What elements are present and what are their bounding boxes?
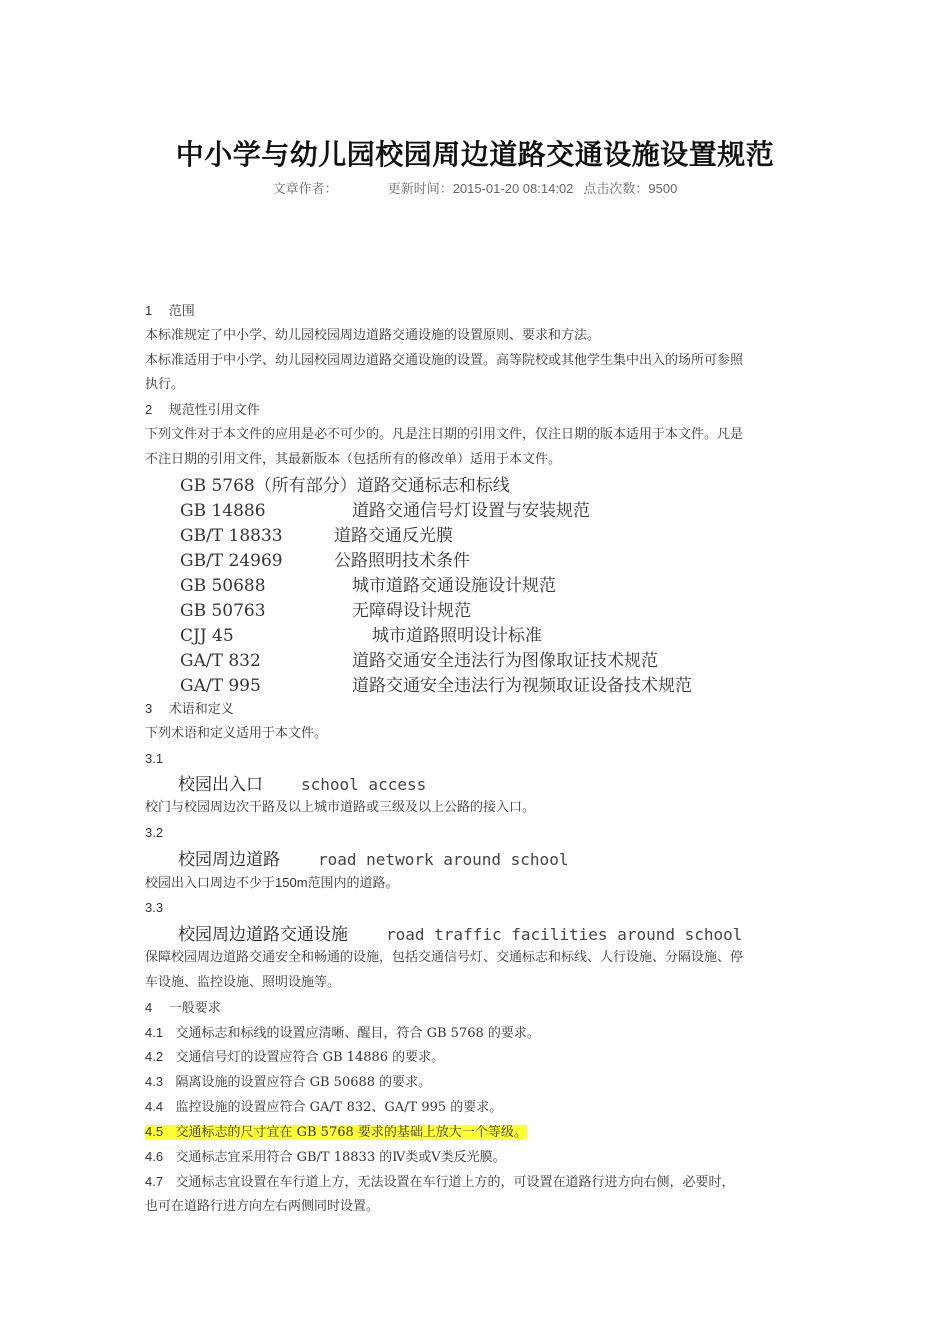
paragraph: 执行。: [145, 377, 185, 392]
requirement-item: 4.7 交通标志宜设置在车行道上方，无法设置在车行道上方的，可设置在道路行进方向右侧，必要时，: [145, 1174, 735, 1190]
author-label: 文章作者：: [272, 181, 338, 196]
term-definition: 保障校园周边道路交通安全和畅通的设施，包括交通信号灯、交通标志和标线、人行设施、分隔设施、停: [145, 950, 744, 965]
requirement-item: 4.1 交通标志和标线的设置应清晰、醒目，符合 GB 5768 的要求。: [145, 1025, 540, 1041]
requirement-item: 4.6 交通标志宜采用符合 GB/T 18833 的Ⅳ类或Ⅴ类反光膜。: [145, 1149, 506, 1165]
updated-time: 更新时间：2015-01-20 08:14:02: [387, 181, 574, 196]
term-number: 3.3: [145, 900, 164, 915]
paragraph: 不注日期的引用文件，其最新版本（包括所有的修改单）适用于本文件。: [145, 452, 562, 467]
paragraph: 本标准规定了中小学、幼儿园校园周边道路交通设施的设置原则、要求和方法。: [145, 328, 601, 343]
requirement-item-continuation: 也可在道路行进方向左右两侧同时设置。: [145, 1199, 380, 1214]
requirement-item: 4.3 隔离设施的设置应符合 GB 50688 的要求。: [145, 1074, 432, 1090]
click-count: 点击次数：9500: [583, 181, 678, 196]
term-definition: 校园出入口周边不少于150m范围内的道路。: [145, 875, 399, 891]
term-number: 3.2: [145, 825, 164, 840]
term-entry: 校园周边道路交通设施 road traffic facilities around school: [178, 925, 743, 945]
term-definition: 车设施、监控设施、照明设施等。: [145, 975, 341, 990]
term-entry: 校园出入口 school access: [178, 775, 427, 795]
page-title: 中小学与幼儿园校园周边道路交通设施设置规范: [175, 138, 775, 171]
section-heading: 1 范围: [145, 303, 195, 319]
paragraph: 下列文件对于本文件的应用是必不可少的。凡是注日期的引用文件，仅注日期的版本适用于本文件。凡是: [145, 427, 744, 442]
paragraph: 本标准适用于中小学、幼儿园校园周边道路交通设施的设置。高等院校或其他学生集中出入的场所可参照: [145, 353, 744, 368]
requirement-item-highlighted: 4.5 交通标志的尺寸宜在 GB 5768 要求的基础上放大一个等级。: [145, 1124, 527, 1140]
term-entry: 校园周边道路 road network around school: [178, 850, 569, 870]
section-heading: 2 规范性引用文件: [145, 402, 260, 418]
requirement-item: 4.2 交通信号灯的设置应符合 GB 14886 的要求。: [145, 1049, 445, 1065]
requirement-item: 4.4 监控设施的设置应符合 GA/T 832、GA/T 995 的要求。: [145, 1099, 503, 1115]
term-definition: 校门与校园周边次干路及以上城市道路或三级及以上公路的接入口。: [145, 800, 536, 815]
section-heading: 3 术语和定义: [145, 701, 234, 717]
paragraph: 下列术语和定义适用于本文件。: [145, 726, 328, 741]
section-heading: 4 一般要求: [145, 1000, 221, 1016]
term-number: 3.1: [145, 751, 164, 766]
article-meta: [0, 178, 950, 197]
